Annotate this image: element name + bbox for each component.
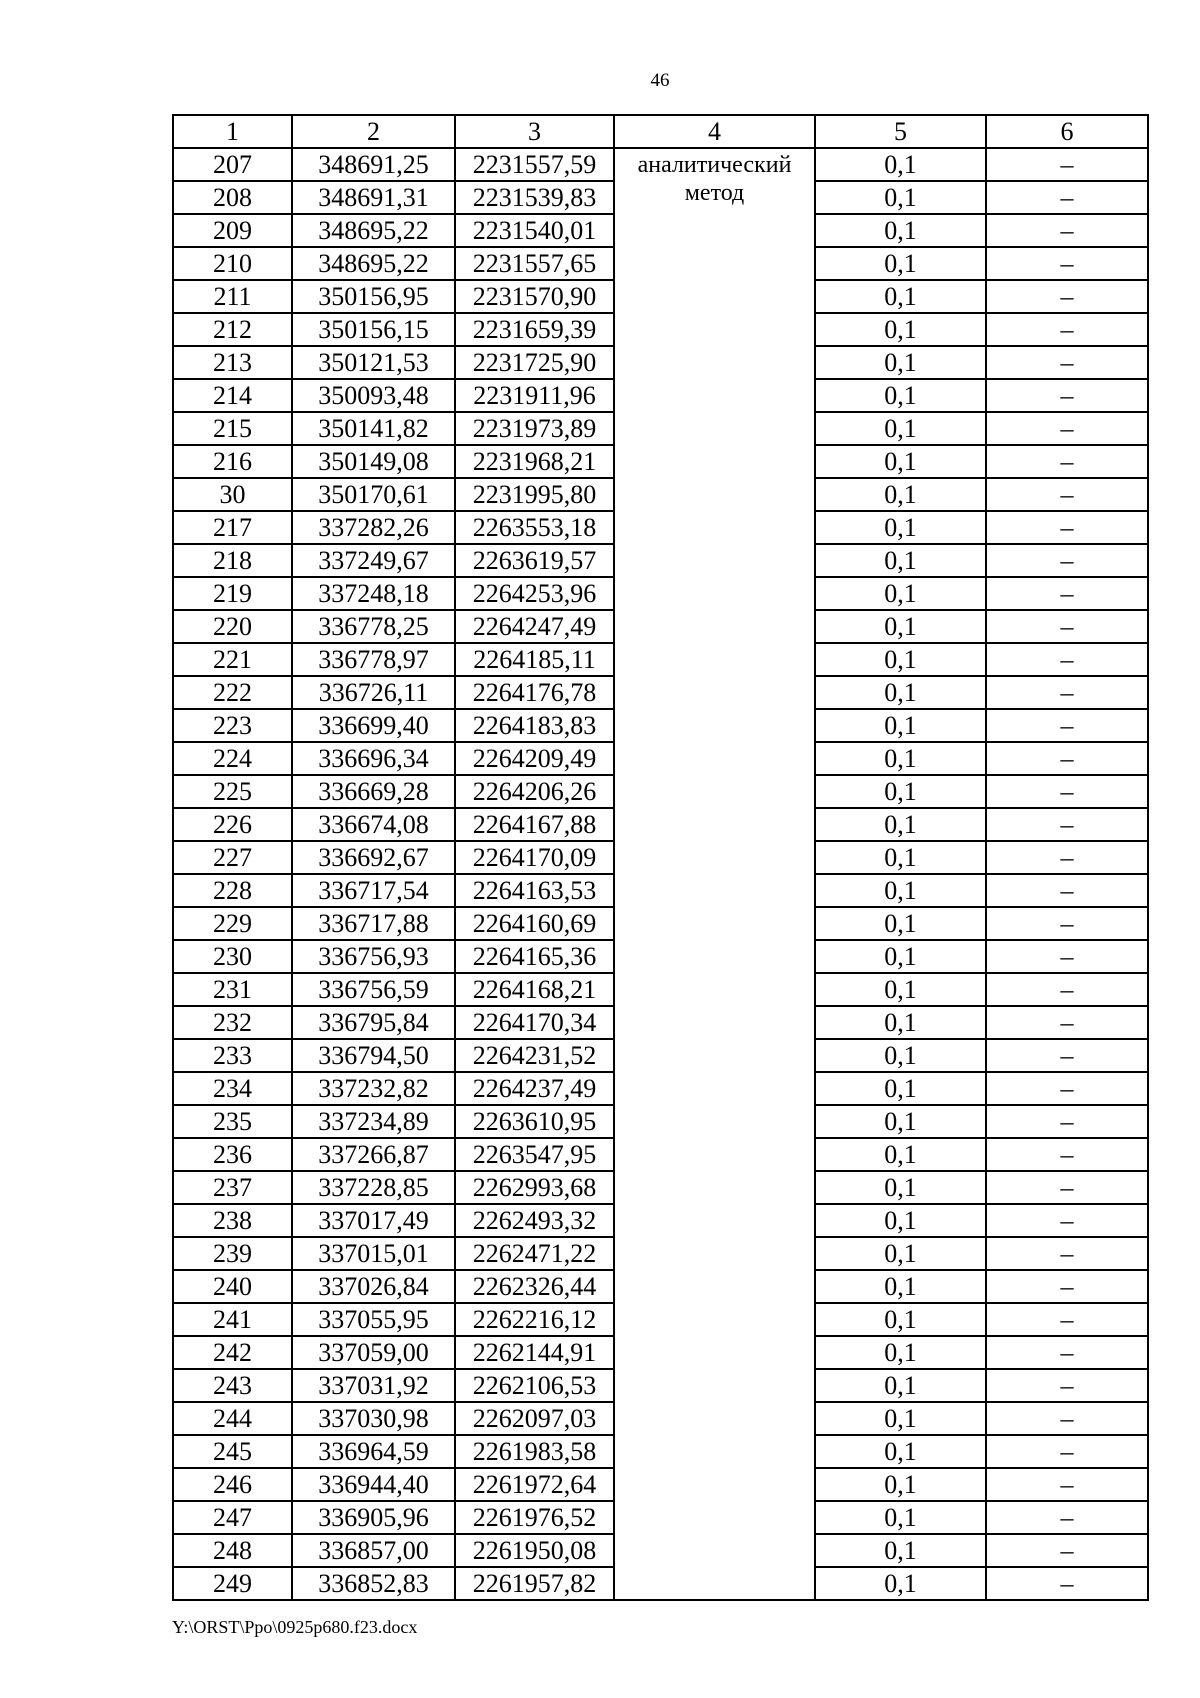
point-number-cell: 236 xyxy=(173,1138,292,1171)
y-coordinate-cell: 2231968,21 xyxy=(455,445,614,478)
y-coordinate-cell: 2264209,49 xyxy=(455,742,614,775)
accuracy-cell: 0,1 xyxy=(815,214,986,247)
x-coordinate-cell: 350156,95 xyxy=(292,280,455,313)
point-number-cell: 216 xyxy=(173,445,292,478)
accuracy-cell: 0,1 xyxy=(815,1336,986,1369)
x-coordinate-cell: 350156,15 xyxy=(292,313,455,346)
x-coordinate-cell: 336674,08 xyxy=(292,808,455,841)
point-number-cell: 225 xyxy=(173,775,292,808)
accuracy-cell: 0,1 xyxy=(815,280,986,313)
accuracy-cell: 0,1 xyxy=(815,808,986,841)
page-number: 46 xyxy=(650,70,670,91)
y-coordinate-cell: 2264170,09 xyxy=(455,841,614,874)
note-cell: – xyxy=(986,577,1148,610)
y-coordinate-cell: 2262493,32 xyxy=(455,1204,614,1237)
point-number-cell: 223 xyxy=(173,709,292,742)
note-cell: – xyxy=(986,610,1148,643)
note-cell: – xyxy=(986,940,1148,973)
accuracy-cell: 0,1 xyxy=(815,445,986,478)
x-coordinate-cell: 348695,22 xyxy=(292,247,455,280)
point-number-cell: 219 xyxy=(173,577,292,610)
note-cell: – xyxy=(986,1105,1148,1138)
accuracy-cell: 0,1 xyxy=(815,577,986,610)
x-coordinate-cell: 337030,98 xyxy=(292,1402,455,1435)
x-coordinate-cell: 350170,61 xyxy=(292,478,455,511)
note-cell: – xyxy=(986,1336,1148,1369)
accuracy-cell: 0,1 xyxy=(815,1072,986,1105)
note-cell: – xyxy=(986,148,1148,181)
note-cell: – xyxy=(986,808,1148,841)
x-coordinate-cell: 337059,00 xyxy=(292,1336,455,1369)
x-coordinate-cell: 337248,18 xyxy=(292,577,455,610)
note-cell: – xyxy=(986,1501,1148,1534)
coordinates-table xyxy=(172,114,1149,1601)
y-coordinate-cell: 2264160,69 xyxy=(455,907,614,940)
note-cell: – xyxy=(986,346,1148,379)
x-coordinate-cell: 350093,48 xyxy=(292,379,455,412)
y-coordinate-cell: 2264253,96 xyxy=(455,577,614,610)
accuracy-cell: 0,1 xyxy=(815,1402,986,1435)
point-number-cell: 226 xyxy=(173,808,292,841)
column-header: 2 xyxy=(292,115,455,148)
column-header: 4 xyxy=(614,115,815,148)
point-number-cell: 218 xyxy=(173,544,292,577)
y-coordinate-cell: 2231557,59 xyxy=(455,148,614,181)
y-coordinate-cell: 2231557,65 xyxy=(455,247,614,280)
x-coordinate-cell: 336717,54 xyxy=(292,874,455,907)
y-coordinate-cell: 2264237,49 xyxy=(455,1072,614,1105)
y-coordinate-cell: 2262471,22 xyxy=(455,1237,614,1270)
accuracy-cell: 0,1 xyxy=(815,511,986,544)
y-coordinate-cell: 2261950,08 xyxy=(455,1534,614,1567)
accuracy-cell: 0,1 xyxy=(815,1204,986,1237)
accuracy-cell: 0,1 xyxy=(815,1468,986,1501)
y-coordinate-cell: 2262326,44 xyxy=(455,1270,614,1303)
note-cell: – xyxy=(986,874,1148,907)
column-header: 3 xyxy=(455,115,614,148)
y-coordinate-cell: 2231973,89 xyxy=(455,412,614,445)
table-row xyxy=(173,148,1148,181)
point-number-cell: 249 xyxy=(173,1567,292,1600)
x-coordinate-cell: 336692,67 xyxy=(292,841,455,874)
x-coordinate-cell: 336726,11 xyxy=(292,676,455,709)
accuracy-cell: 0,1 xyxy=(815,841,986,874)
point-number-cell: 217 xyxy=(173,511,292,544)
y-coordinate-cell: 2264183,83 xyxy=(455,709,614,742)
point-number-cell: 30 xyxy=(173,478,292,511)
x-coordinate-cell: 348695,22 xyxy=(292,214,455,247)
y-coordinate-cell: 2262144,91 xyxy=(455,1336,614,1369)
note-cell: – xyxy=(986,478,1148,511)
y-coordinate-cell: 2264247,49 xyxy=(455,610,614,643)
note-cell: – xyxy=(986,1270,1148,1303)
note-cell: – xyxy=(986,973,1148,1006)
accuracy-cell: 0,1 xyxy=(815,1171,986,1204)
point-number-cell: 231 xyxy=(173,973,292,1006)
y-coordinate-cell: 2264168,21 xyxy=(455,973,614,1006)
point-number-cell: 240 xyxy=(173,1270,292,1303)
y-coordinate-cell: 2263619,57 xyxy=(455,544,614,577)
y-coordinate-cell: 2264167,88 xyxy=(455,808,614,841)
x-coordinate-cell: 336717,88 xyxy=(292,907,455,940)
accuracy-cell: 0,1 xyxy=(815,1039,986,1072)
x-coordinate-cell: 336699,40 xyxy=(292,709,455,742)
point-number-cell: 243 xyxy=(173,1369,292,1402)
y-coordinate-cell: 2263553,18 xyxy=(455,511,614,544)
note-cell: – xyxy=(986,1534,1148,1567)
accuracy-cell: 0,1 xyxy=(815,313,986,346)
note-cell: – xyxy=(986,841,1148,874)
point-number-cell: 239 xyxy=(173,1237,292,1270)
accuracy-cell: 0,1 xyxy=(815,1435,986,1468)
point-number-cell: 232 xyxy=(173,1006,292,1039)
y-coordinate-cell: 2262216,12 xyxy=(455,1303,614,1336)
note-cell: – xyxy=(986,907,1148,940)
accuracy-cell: 0,1 xyxy=(815,181,986,214)
point-number-cell: 222 xyxy=(173,676,292,709)
column-header: 6 xyxy=(986,115,1148,148)
x-coordinate-cell: 350149,08 xyxy=(292,445,455,478)
x-coordinate-cell: 336778,97 xyxy=(292,643,455,676)
point-number-cell: 246 xyxy=(173,1468,292,1501)
accuracy-cell: 0,1 xyxy=(815,907,986,940)
accuracy-cell: 0,1 xyxy=(815,742,986,775)
x-coordinate-cell: 337228,85 xyxy=(292,1171,455,1204)
y-coordinate-cell: 2264206,26 xyxy=(455,775,614,808)
table-body xyxy=(173,148,1148,1600)
x-coordinate-cell: 348691,25 xyxy=(292,148,455,181)
x-coordinate-cell: 337266,87 xyxy=(292,1138,455,1171)
note-cell: – xyxy=(986,247,1148,280)
x-coordinate-cell: 350121,53 xyxy=(292,346,455,379)
point-number-cell: 238 xyxy=(173,1204,292,1237)
point-number-cell: 211 xyxy=(173,280,292,313)
point-number-cell: 221 xyxy=(173,643,292,676)
x-coordinate-cell: 336778,25 xyxy=(292,610,455,643)
y-coordinate-cell: 2231725,90 xyxy=(455,346,614,379)
accuracy-cell: 0,1 xyxy=(815,1567,986,1600)
method-cell: аналитический метод xyxy=(614,148,815,1600)
y-coordinate-cell: 2262106,53 xyxy=(455,1369,614,1402)
note-cell: – xyxy=(986,1468,1148,1501)
point-number-cell: 237 xyxy=(173,1171,292,1204)
y-coordinate-cell: 2264165,36 xyxy=(455,940,614,973)
x-coordinate-cell: 337015,01 xyxy=(292,1237,455,1270)
note-cell: – xyxy=(986,1369,1148,1402)
note-cell: – xyxy=(986,1567,1148,1600)
column-header: 5 xyxy=(815,115,986,148)
point-number-cell: 207 xyxy=(173,148,292,181)
note-cell: – xyxy=(986,775,1148,808)
y-coordinate-cell: 2264176,78 xyxy=(455,676,614,709)
x-coordinate-cell: 336669,28 xyxy=(292,775,455,808)
table-header-row xyxy=(173,115,1148,148)
accuracy-cell: 0,1 xyxy=(815,1534,986,1567)
column-header: 1 xyxy=(173,115,292,148)
accuracy-cell: 0,1 xyxy=(815,676,986,709)
note-cell: – xyxy=(986,1072,1148,1105)
point-number-cell: 230 xyxy=(173,940,292,973)
note-cell: – xyxy=(986,742,1148,775)
note-cell: – xyxy=(986,280,1148,313)
point-number-cell: 233 xyxy=(173,1039,292,1072)
point-number-cell: 213 xyxy=(173,346,292,379)
y-coordinate-cell: 2261983,58 xyxy=(455,1435,614,1468)
accuracy-cell: 0,1 xyxy=(815,1303,986,1336)
accuracy-cell: 0,1 xyxy=(815,610,986,643)
note-cell: – xyxy=(986,709,1148,742)
point-number-cell: 245 xyxy=(173,1435,292,1468)
x-coordinate-cell: 336857,00 xyxy=(292,1534,455,1567)
point-number-cell: 228 xyxy=(173,874,292,907)
y-coordinate-cell: 2264185,11 xyxy=(455,643,614,676)
accuracy-cell: 0,1 xyxy=(815,874,986,907)
note-cell: – xyxy=(986,544,1148,577)
accuracy-cell: 0,1 xyxy=(815,1501,986,1534)
accuracy-cell: 0,1 xyxy=(815,973,986,1006)
note-cell: – xyxy=(986,676,1148,709)
point-number-cell: 220 xyxy=(173,610,292,643)
point-number-cell: 227 xyxy=(173,841,292,874)
y-coordinate-cell: 2262993,68 xyxy=(455,1171,614,1204)
y-coordinate-cell: 2261972,64 xyxy=(455,1468,614,1501)
point-number-cell: 234 xyxy=(173,1072,292,1105)
footer-file-path: Y:\ORST\Ppo\0925p680.f23.docx xyxy=(172,1617,418,1637)
y-coordinate-cell: 2231995,80 xyxy=(455,478,614,511)
y-coordinate-cell: 2262097,03 xyxy=(455,1402,614,1435)
accuracy-cell: 0,1 xyxy=(815,346,986,379)
y-coordinate-cell: 2264231,52 xyxy=(455,1039,614,1072)
point-number-cell: 242 xyxy=(173,1336,292,1369)
x-coordinate-cell: 337282,26 xyxy=(292,511,455,544)
x-coordinate-cell: 350141,82 xyxy=(292,412,455,445)
y-coordinate-cell: 2264163,53 xyxy=(455,874,614,907)
note-cell: – xyxy=(986,1171,1148,1204)
accuracy-cell: 0,1 xyxy=(815,1270,986,1303)
x-coordinate-cell: 337031,92 xyxy=(292,1369,455,1402)
y-coordinate-cell: 2263547,95 xyxy=(455,1138,614,1171)
accuracy-cell: 0,1 xyxy=(815,1105,986,1138)
y-coordinate-cell: 2231911,96 xyxy=(455,379,614,412)
accuracy-cell: 0,1 xyxy=(815,1237,986,1270)
accuracy-cell: 0,1 xyxy=(815,775,986,808)
x-coordinate-cell: 337055,95 xyxy=(292,1303,455,1336)
y-coordinate-cell: 2264170,34 xyxy=(455,1006,614,1039)
x-coordinate-cell: 348691,31 xyxy=(292,181,455,214)
accuracy-cell: 0,1 xyxy=(815,940,986,973)
x-coordinate-cell: 336756,93 xyxy=(292,940,455,973)
x-coordinate-cell: 336944,40 xyxy=(292,1468,455,1501)
accuracy-cell: 0,1 xyxy=(815,643,986,676)
y-coordinate-cell: 2261976,52 xyxy=(455,1501,614,1534)
y-coordinate-cell: 2231659,39 xyxy=(455,313,614,346)
note-cell: – xyxy=(986,412,1148,445)
x-coordinate-cell: 336756,59 xyxy=(292,973,455,1006)
point-number-cell: 209 xyxy=(173,214,292,247)
accuracy-cell: 0,1 xyxy=(815,478,986,511)
point-number-cell: 244 xyxy=(173,1402,292,1435)
y-coordinate-cell: 2231540,01 xyxy=(455,214,614,247)
note-cell: – xyxy=(986,379,1148,412)
note-cell: – xyxy=(986,214,1148,247)
note-cell: – xyxy=(986,1138,1148,1171)
note-cell: – xyxy=(986,181,1148,214)
accuracy-cell: 0,1 xyxy=(815,1369,986,1402)
point-number-cell: 224 xyxy=(173,742,292,775)
x-coordinate-cell: 336696,34 xyxy=(292,742,455,775)
accuracy-cell: 0,1 xyxy=(815,412,986,445)
point-number-cell: 247 xyxy=(173,1501,292,1534)
x-coordinate-cell: 337026,84 xyxy=(292,1270,455,1303)
note-cell: – xyxy=(986,445,1148,478)
note-cell: – xyxy=(986,1237,1148,1270)
x-coordinate-cell: 337234,89 xyxy=(292,1105,455,1138)
x-coordinate-cell: 336795,84 xyxy=(292,1006,455,1039)
note-cell: – xyxy=(986,1303,1148,1336)
x-coordinate-cell: 337249,67 xyxy=(292,544,455,577)
point-number-cell: 241 xyxy=(173,1303,292,1336)
x-coordinate-cell: 337232,82 xyxy=(292,1072,455,1105)
point-number-cell: 212 xyxy=(173,313,292,346)
note-cell: – xyxy=(986,1435,1148,1468)
note-cell: – xyxy=(986,643,1148,676)
point-number-cell: 210 xyxy=(173,247,292,280)
accuracy-cell: 0,1 xyxy=(815,544,986,577)
point-number-cell: 248 xyxy=(173,1534,292,1567)
y-coordinate-cell: 2261957,82 xyxy=(455,1567,614,1600)
x-coordinate-cell: 336964,59 xyxy=(292,1435,455,1468)
accuracy-cell: 0,1 xyxy=(815,1138,986,1171)
x-coordinate-cell: 336852,83 xyxy=(292,1567,455,1600)
accuracy-cell: 0,1 xyxy=(815,1006,986,1039)
note-cell: – xyxy=(986,313,1148,346)
note-cell: – xyxy=(986,1006,1148,1039)
accuracy-cell: 0,1 xyxy=(815,379,986,412)
y-coordinate-cell: 2263610,95 xyxy=(455,1105,614,1138)
y-coordinate-cell: 2231539,83 xyxy=(455,181,614,214)
note-cell: – xyxy=(986,1039,1148,1072)
y-coordinate-cell: 2231570,90 xyxy=(455,280,614,313)
point-number-cell: 208 xyxy=(173,181,292,214)
note-cell: – xyxy=(986,1204,1148,1237)
x-coordinate-cell: 337017,49 xyxy=(292,1204,455,1237)
x-coordinate-cell: 336905,96 xyxy=(292,1501,455,1534)
accuracy-cell: 0,1 xyxy=(815,247,986,280)
accuracy-cell: 0,1 xyxy=(815,148,986,181)
point-number-cell: 214 xyxy=(173,379,292,412)
x-coordinate-cell: 336794,50 xyxy=(292,1039,455,1072)
point-number-cell: 215 xyxy=(173,412,292,445)
note-cell: – xyxy=(986,1402,1148,1435)
point-number-cell: 229 xyxy=(173,907,292,940)
accuracy-cell: 0,1 xyxy=(815,709,986,742)
point-number-cell: 235 xyxy=(173,1105,292,1138)
note-cell: – xyxy=(986,511,1148,544)
